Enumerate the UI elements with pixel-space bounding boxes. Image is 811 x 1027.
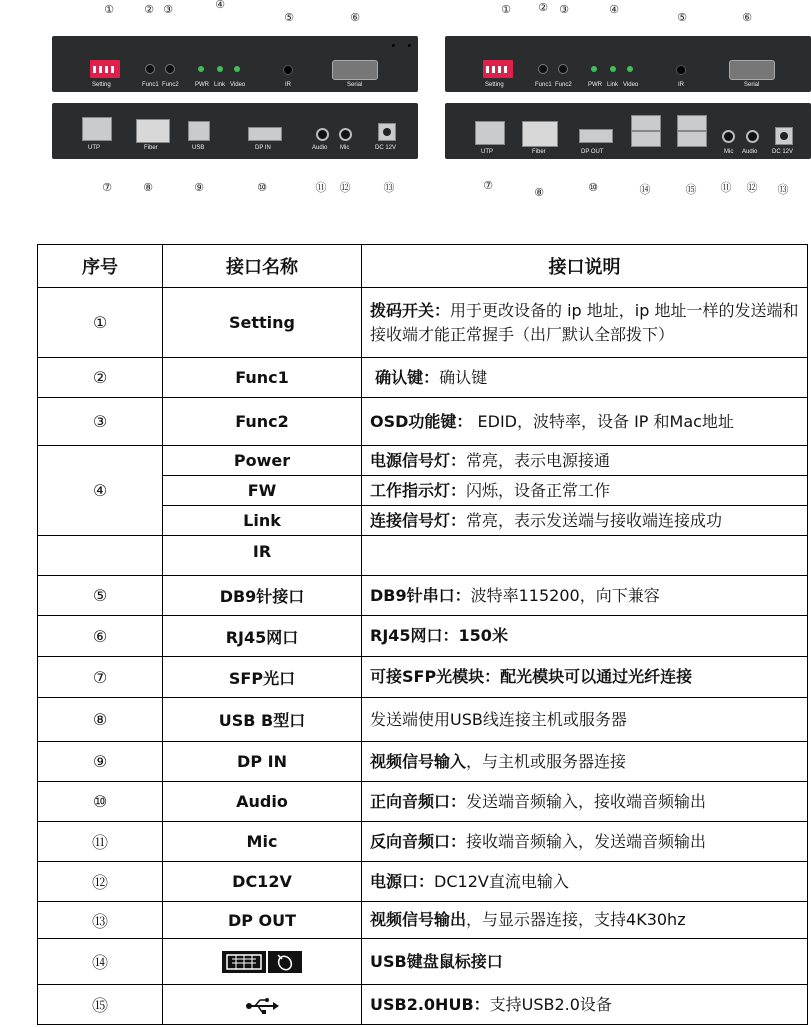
table-row <box>38 985 808 1025</box>
rx-front-panel <box>445 36 811 92</box>
usb-a-port-icon <box>631 131 661 147</box>
table-header-row <box>38 245 808 288</box>
rj45-port-icon <box>475 121 505 145</box>
label-link: Link <box>214 82 226 88</box>
row-desc: 发送端使用USB线连接主机或服务器 <box>362 698 808 742</box>
row-desc: DB9针串口：波特率115200，向下兼容 <box>362 576 808 616</box>
row-name: Func2 <box>163 398 362 446</box>
row-name <box>163 939 362 985</box>
row-name: DC12V <box>163 862 362 902</box>
row-name: Setting <box>163 288 362 358</box>
label-serial: Serial <box>744 82 760 88</box>
callout-3: ③ <box>559 3 569 16</box>
row-desc: 正向音频口：发送端音频输入，接收端音频输出 <box>362 782 808 822</box>
func2-button-icon <box>165 64 175 74</box>
usb-a-port-icon <box>677 131 707 147</box>
row-name: FW <box>163 476 362 506</box>
audio-jack-icon <box>746 130 759 143</box>
callout-13: ⑬ <box>383 181 395 194</box>
row-name: Power <box>163 446 362 476</box>
callout-3: ③ <box>163 3 173 16</box>
callout-12: ⑫ <box>339 181 351 194</box>
label-func2: Func2 <box>555 82 572 88</box>
label-dc12v: DC 12V <box>375 145 397 151</box>
ir-sensor-icon <box>676 65 686 75</box>
callout-1: ① <box>104 3 114 16</box>
row-no: ⑬ <box>38 902 163 939</box>
row-no <box>38 536 163 576</box>
label-fiber: Fiber <box>144 145 158 151</box>
table-row <box>38 742 808 782</box>
label-utp: UTP <box>88 145 100 151</box>
row-desc: USB键盘鼠标接口 <box>362 939 808 985</box>
label-ir: IR <box>285 82 291 88</box>
callout-8: ⑧ <box>143 181 153 194</box>
row-name: Func1 <box>163 358 362 398</box>
mic-jack-icon <box>722 130 735 143</box>
row-name: Mic <box>163 822 362 862</box>
table-row <box>38 358 808 398</box>
table-row <box>38 822 808 862</box>
callout-10: ⑩ <box>588 181 598 194</box>
label-dc12v: DC 12V <box>772 149 794 155</box>
usb-b-port-icon <box>188 121 210 141</box>
callout-4: ④ <box>215 0 225 11</box>
label-func1: Func1 <box>535 82 552 88</box>
row-desc: 视频信号输出，与显示器连接，支持4K30hz <box>362 902 808 939</box>
row-desc: 拨码开关：用于更改设备的 ip 地址，ip 地址一样的发送端和接收端才能正常握手（出厂默认全部拨下） <box>362 288 808 358</box>
ir-sensor-icon <box>283 65 293 75</box>
row-no: ⑪ <box>38 822 163 862</box>
row-desc: 反向音频口：接收端音频输入，发送端音频输出 <box>362 822 808 862</box>
row-name: RJ45网口 <box>163 616 362 657</box>
mic-jack-icon <box>339 128 352 141</box>
video-led-icon <box>234 66 240 72</box>
video-led-icon <box>627 66 633 72</box>
label-audio: Audio <box>312 145 328 151</box>
callout-13: ⑬ <box>777 183 789 196</box>
label-video: Video <box>623 82 639 88</box>
usb-trident-icon <box>245 998 279 1014</box>
usb-a-port-icon <box>631 115 661 131</box>
callout-5: ⑤ <box>284 11 294 24</box>
func2-button-icon <box>558 64 568 74</box>
row-desc: 视频信号输入，与主机或服务器连接 <box>362 742 808 782</box>
usb-a-port-icon <box>677 115 707 131</box>
label-mic: Mic <box>724 149 734 155</box>
link-led-icon <box>217 66 223 72</box>
row-no: ⑧ <box>38 698 163 742</box>
table-row <box>38 902 808 939</box>
callout-14: ⑭ <box>639 183 651 196</box>
row-name: DP OUT <box>163 902 362 939</box>
link-led-icon <box>610 66 616 72</box>
label-fiber: Fiber <box>532 149 546 155</box>
row-desc: 工作指示灯：闪烁，设备正常工作 <box>362 476 808 506</box>
callout-2: ② <box>144 3 154 16</box>
sfp-port-icon <box>136 119 170 143</box>
label-dp-in: DP IN <box>255 145 271 151</box>
row-desc: 电源信号灯：常亮，表示电源接通 <box>362 446 808 476</box>
row-desc: 可接SFP光模块：配光模块可以通过光纤连接 <box>362 657 808 698</box>
row-name: DB9针接口 <box>163 576 362 616</box>
table-row <box>38 446 808 476</box>
db9-serial-port-icon <box>729 60 775 80</box>
dip-switch-icon <box>90 60 120 78</box>
table-row <box>38 862 808 902</box>
row-desc <box>362 536 808 576</box>
row-name: SFP光口 <box>163 657 362 698</box>
row-no: ⑤ <box>38 576 163 616</box>
callout-2: ② <box>538 1 548 14</box>
table-row <box>38 782 808 822</box>
db9-serial-port-icon <box>332 60 378 80</box>
label-func1: Func1 <box>142 82 159 88</box>
row-name: Link <box>163 506 362 536</box>
callout-10: ⑩ <box>257 181 267 194</box>
table-row <box>38 657 808 698</box>
label-func2: Func2 <box>162 82 179 88</box>
pwr-led-icon <box>198 66 204 72</box>
callout-4: ④ <box>609 3 619 16</box>
label-link: Link <box>607 82 619 88</box>
row-desc: USB2.0HUB：支持USB2.0设备 <box>362 985 808 1025</box>
rj45-port-icon <box>82 117 112 141</box>
dc-power-jack-icon <box>378 123 396 141</box>
table-row <box>38 398 808 446</box>
table-row <box>38 939 808 985</box>
keyboard-mouse-icon <box>222 951 302 973</box>
label-mic: Mic <box>340 145 350 151</box>
row-no: ⑥ <box>38 616 163 657</box>
tx-rear-panel <box>52 103 418 159</box>
dp-in-port-icon <box>248 127 282 141</box>
table-row <box>38 616 808 657</box>
label-utp: UTP <box>481 149 493 155</box>
dip-switch-icon <box>483 60 513 78</box>
row-no: ② <box>38 358 163 398</box>
row-no: ③ <box>38 398 163 446</box>
label-pwr: PWR <box>588 82 602 88</box>
label-serial: Serial <box>347 82 363 88</box>
row-no: ⑭ <box>38 939 163 985</box>
label-setting: Setting <box>92 82 111 88</box>
callout-7: ⑦ <box>102 181 112 194</box>
table-row <box>38 576 808 616</box>
row-no: ⑨ <box>38 742 163 782</box>
device-panels <box>0 0 811 200</box>
callout-9: ⑨ <box>194 181 204 194</box>
dc-power-jack-icon <box>775 127 793 145</box>
row-desc: RJ45网口：150米 <box>362 616 808 657</box>
row-name: Audio <box>163 782 362 822</box>
label-audio: Audio <box>742 149 758 155</box>
label-usb: USB <box>192 145 205 151</box>
label-dp-out: DP OUT <box>581 149 604 155</box>
callout-11: ⑪ <box>315 181 327 194</box>
dp-out-port-icon <box>579 129 613 143</box>
table-row <box>38 698 808 742</box>
func1-button-icon <box>145 64 155 74</box>
callout-6: ⑥ <box>350 11 360 24</box>
table-row <box>38 288 808 358</box>
label-ir: IR <box>678 82 684 88</box>
table-row <box>38 536 808 576</box>
label-video: Video <box>230 82 246 88</box>
row-desc: 确认键：确认键 <box>362 358 808 398</box>
callout-6: ⑥ <box>742 11 752 24</box>
row-no: ⑮ <box>38 985 163 1025</box>
callout-7: ⑦ <box>483 179 493 192</box>
row-no: ⑦ <box>38 657 163 698</box>
callout-1: ① <box>501 3 511 16</box>
row-no: ① <box>38 288 163 358</box>
row-no: ⑩ <box>38 782 163 822</box>
header-no: 序号 <box>38 245 163 288</box>
rx-rear-panel <box>445 103 811 159</box>
audio-jack-icon <box>316 128 329 141</box>
tx-front-panel <box>52 36 418 92</box>
row-desc: 连接信号灯：常亮，表示发送端与接收端连接成功 <box>362 506 808 536</box>
label-pwr: PWR <box>195 82 209 88</box>
header-desc: 接口说明 <box>362 245 808 288</box>
row-no: ④ <box>38 446 163 536</box>
callout-5: ⑤ <box>677 11 687 24</box>
pwr-led-icon <box>591 66 597 72</box>
callout-11: ⑪ <box>720 181 732 194</box>
func1-button-icon <box>538 64 548 74</box>
label-setting: Setting <box>485 82 504 88</box>
row-name <box>163 985 362 1025</box>
header-name: 接口名称 <box>163 245 362 288</box>
row-desc: 电源口：DC12V直流电输入 <box>362 862 808 902</box>
row-name: DP IN <box>163 742 362 782</box>
callout-8: ⑧ <box>534 186 544 199</box>
row-no: ⑫ <box>38 862 163 902</box>
interface-table <box>37 244 808 1025</box>
callout-15: ⑮ <box>685 183 697 196</box>
row-name: USB B型口 <box>163 698 362 742</box>
sfp-port-icon <box>522 121 558 147</box>
callout-12: ⑫ <box>746 181 758 194</box>
row-desc: OSD功能键： EDID，波特率，设备 IP 和Mac地址 <box>362 398 808 446</box>
row-name: IR <box>163 536 362 576</box>
